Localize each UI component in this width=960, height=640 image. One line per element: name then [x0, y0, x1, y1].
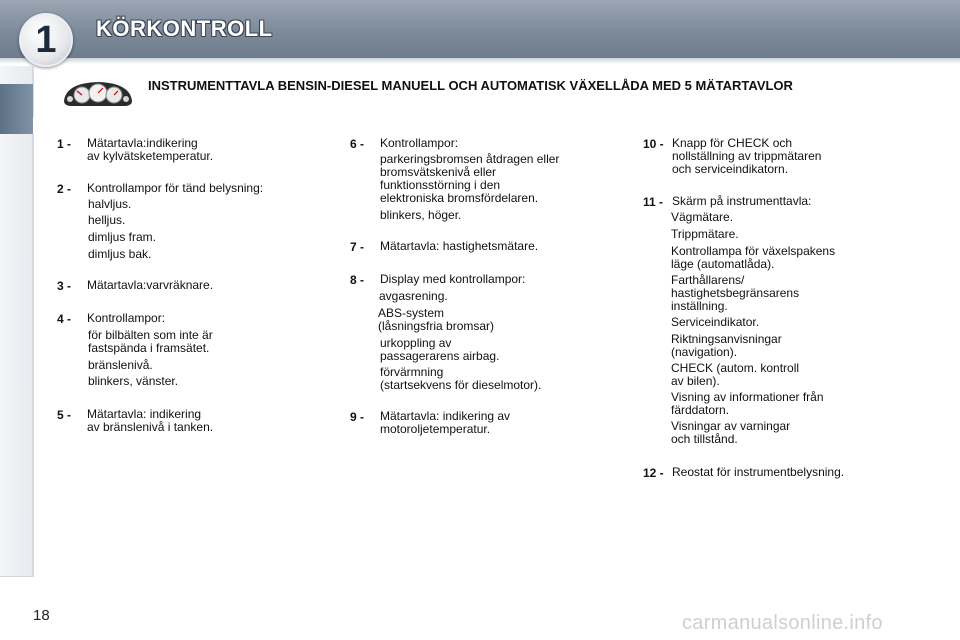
item-number: 3 - — [57, 279, 72, 293]
watermark: carmanualsonline.info — [682, 612, 883, 634]
item-subtext: avgasrening. — [379, 289, 448, 303]
chapter-tab[interactable] — [0, 384, 34, 435]
item-number: 5 - — [57, 408, 72, 422]
item-number: 9 - — [350, 410, 365, 424]
item-subtext: Serviceindikator. — [671, 315, 760, 329]
item-subtext: parkeringsbromsen åtdragen eller bromsvätskenivå eller funktionsstörning i den elektroniska bromsfördelaren. — [380, 152, 560, 205]
item-number: 6 - — [350, 137, 365, 151]
item-number: 8 - — [350, 273, 365, 287]
item-text: Mätartavla: hastighetsmätare. — [380, 239, 539, 253]
item-subtext: bränslenivå. — [88, 358, 153, 372]
chapter-badge — [19, 13, 73, 67]
item-subtext: blinkers, vänster. — [88, 374, 179, 388]
item-text: Knapp för CHECK och nollställning av trippmätaren och serviceindikatorn. — [672, 136, 822, 176]
item-subtext: förvärmning (startsekvens för dieselmotor). — [380, 365, 542, 392]
item-text: Mätartavla:varvräknare. — [87, 278, 214, 292]
item-subtext: Farthållarens/ hastighetsbegränsarens inställning. — [671, 273, 800, 313]
item-text: Mätartavla:indikering av kylvätsketemperatur. — [87, 136, 214, 163]
item-text: Reostat för instrumentbelysning. — [672, 465, 845, 479]
item-subtext: blinkers, höger. — [380, 208, 462, 222]
chapter-tab[interactable] — [0, 434, 34, 485]
item-subtext: Visning av informationer från färddatorn. — [671, 390, 824, 417]
item-number: 11 - — [643, 195, 664, 209]
item-text: Display med kontrollampor: — [380, 272, 526, 286]
chapter-tab[interactable] — [0, 284, 34, 335]
item-text: Mätartavla: indikering av motoroljetemperatur. — [380, 409, 511, 436]
item-number: 7 - — [350, 240, 365, 254]
header-shadow — [0, 58, 960, 64]
item-subtext: CHECK (autom. kontroll av bilen). — [671, 361, 800, 388]
item-text: Kontrollampor: — [87, 311, 166, 325]
item-text: Kontrollampor: — [380, 136, 459, 150]
chapter-title: KÖRKONTROLL — [96, 16, 273, 41]
item-subtext: dimljus bak. — [88, 247, 152, 261]
page-number: 18 — [33, 607, 50, 624]
chapter-tabs — [0, 66, 34, 576]
item-text: Kontrollampor för tänd belysning: — [87, 181, 264, 195]
item-subtext: för bilbälten som inte är fastspända i framsätet. — [88, 328, 213, 355]
item-text: Skärm på instrumenttavla: — [672, 194, 812, 208]
item-subtext: helljus. — [88, 213, 126, 227]
item-subtext: Vägmätare. — [671, 210, 734, 224]
item-subtext: dimljus fram. — [88, 230, 157, 244]
item-number: 12 - — [643, 466, 664, 480]
item-subtext: urkoppling av passagerarens airbag. — [380, 336, 500, 363]
instrument-cluster-icon — [62, 79, 134, 107]
item-subtext: Trippmätare. — [671, 227, 739, 241]
item-text: Mätartavla: indikering av bränslenivå i tanken. — [87, 407, 214, 434]
item-number: 4 - — [57, 312, 72, 326]
chapter-tab[interactable] — [0, 184, 34, 235]
chapter-tab[interactable] — [0, 526, 34, 577]
item-subtext: Riktningsanvisningar (navigation). — [671, 332, 782, 359]
section-title: INSTRUMENTTAVLA BENSIN-DIESEL MANUELL OCH AUTOMATISK VÄXELLÅDA MED 5 MÄTARTAVLOR — [148, 78, 793, 93]
item-number: 2 - — [57, 182, 72, 196]
chapter-tab-active[interactable] — [0, 84, 33, 135]
chapter-tab[interactable] — [0, 234, 34, 285]
item-subtext: ABS-system (låsningsfria bromsar) — [378, 306, 495, 333]
item-subtext: Kontrollampa för växelspakens läge (automatlåda). — [671, 244, 836, 271]
chapter-tab[interactable] — [0, 334, 34, 385]
item-number: 1 - — [57, 137, 72, 151]
item-number: 10 - — [643, 137, 664, 151]
chapter-tab[interactable] — [0, 134, 34, 185]
item-subtext: halvljus. — [88, 197, 132, 211]
chapter-number: 1 — [35, 19, 57, 61]
item-subtext: Visningar av varningar och tillstånd. — [671, 419, 791, 446]
